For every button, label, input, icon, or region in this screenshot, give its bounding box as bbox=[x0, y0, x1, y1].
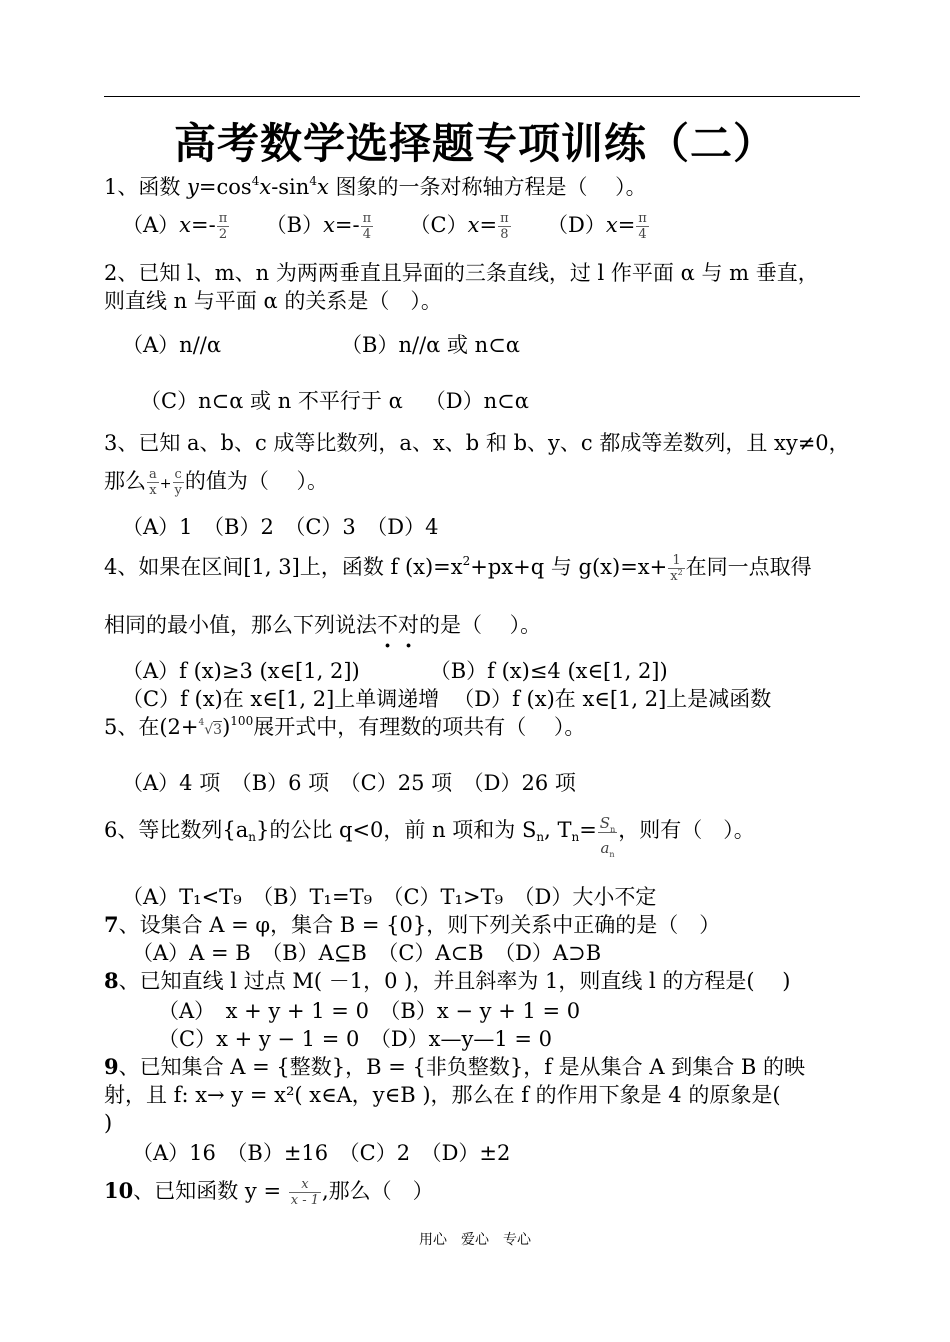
question-9-line-1: 9、已知集合 A = {整数}，B = {非负整数}，f 是从集合 A 到集合 B 的映 bbox=[104, 1054, 805, 1079]
question-7-options: （A）A = B （B）A⊆B （C）A⊂B （D）A⊃B bbox=[132, 941, 602, 965]
option-c: （C）f (x)在 x∈[1, 2]上单调递增 bbox=[122, 687, 440, 711]
page-footer: 用心 爱心 专心 bbox=[419, 1232, 531, 1248]
question-5-options: （A）4 项 （B）6 项 （C）25 项 （D）26 项 bbox=[122, 771, 576, 795]
question-2-line-1: 2、已知 l、m、n 为两两垂直且异面的三条直线，过 l 作平面 α 与 m 垂直， bbox=[104, 261, 819, 285]
option-d: （D）f (x)在 x∈[1, 2]上是减函数 bbox=[453, 687, 772, 711]
question-8-options-cd: （C）x + y − 1 = 0 （D）x—y—1 = 0 bbox=[158, 1027, 553, 1051]
option-b: （B）f (x)≤4 (x∈[1, 2]) bbox=[429, 659, 668, 683]
question-2-options-ab bbox=[122, 330, 520, 360]
question-3-line-1: 3、已知 a、b、c 成等比数列，a、x、b 和 b、y、c 都成等差数列，且 xy≠0， bbox=[104, 431, 850, 455]
option-a: （A）n//α bbox=[122, 333, 222, 357]
question-7: 7、设集合 A = φ，集合 B = {0}，则下列关系中正确的是（ ） bbox=[104, 912, 721, 937]
question-4-line-1: 4、如果在区间[1, 3]上，函数 f $(x)=x^2+px+q$ 与 g(x)=x+ $\frac{1}{x^2}$ 在同一点取得 bbox=[104, 553, 812, 584]
question-6-options: （A）T₁<T₉ （B）T₁=T₉ （C）T₁>T₉ （D）大小不定 bbox=[122, 885, 657, 909]
question-2-options-cd bbox=[140, 386, 529, 416]
question-4-options-cd bbox=[122, 684, 771, 714]
question-9-options: （A）16 （B）±16 （C）2 （D）±2 bbox=[132, 1141, 511, 1165]
question-1: 1、函数 $y=\cos^4x-\sin^4x$ 图象的一条对称轴方程是（ ）。 bbox=[104, 174, 647, 199]
question-6: 6、等比数列$\{a_n\}$的公比 q<0，前 n 项和为 $S_n$, $T_n=$ $\frac{S_n}{a_n}$ ，则有（ ）。 bbox=[104, 814, 755, 859]
question-8-options-ab: （A） x + y + 1 = 0 （B）x − y + 1 = 0 bbox=[158, 999, 581, 1023]
question-9-line-2: 射，且 f: x→ y = x²( x∈A，y∈B )，那么在 f 的作用下象是 4 的原象是( bbox=[104, 1083, 781, 1107]
option-c: （C）n⊂α 或 n 不平行于 α bbox=[140, 389, 403, 413]
question-2-line-2: 则直线 n 与平面 α 的关系是（ ）。 bbox=[104, 289, 442, 313]
question-5: 5、在$(2+^4√3)^{100}$展开式中，有理数的项共有（ ）。 bbox=[104, 714, 586, 739]
option-d: （D）n⊂α bbox=[424, 389, 529, 413]
fourth-root-3: $^4$√3 bbox=[198, 718, 223, 738]
top-rule bbox=[104, 96, 860, 97]
option-a: （A）x=- $\frac{\pi}{2}$ bbox=[122, 211, 228, 242]
question-1-options bbox=[122, 210, 650, 242]
option-c: （C）x= $\frac{\pi}{8}$ bbox=[409, 211, 509, 242]
option-b: （B）n//α 或 n⊂α bbox=[341, 333, 520, 357]
question-10: 10、已知函数 y = $\frac{x}{x - 1}$ ,那么（ ） bbox=[104, 1177, 434, 1208]
option-b: （B）x=- $\frac{\pi}{4}$ bbox=[265, 211, 372, 242]
page-title: 高考数学选择题专项训练（二） bbox=[173, 119, 776, 168]
question-9-line-3: ) bbox=[104, 1111, 113, 1135]
question-8: 8、已知直线 l 过点 M( －1，0 )，并且斜率为 1，则直线 l 的方程是( ) bbox=[104, 968, 791, 993]
question-3-options: （A）1 （B）2 （C）3 （D）4 bbox=[122, 515, 439, 539]
option-d: （D）x= $\frac{\pi}{4}$ bbox=[547, 211, 647, 242]
question-3-line-2: 那么 $\frac{a}{x}$ + $\frac{c}{y}$ 的值为（ ）。 bbox=[104, 467, 329, 498]
question-4-options-ab bbox=[122, 656, 668, 686]
option-a: （A）f (x)≥3 (x∈[1, 2]) bbox=[122, 659, 360, 683]
question-4-line-2: 相同的最小值，那么下列说法不对的是（ ）。 bbox=[104, 613, 542, 637]
